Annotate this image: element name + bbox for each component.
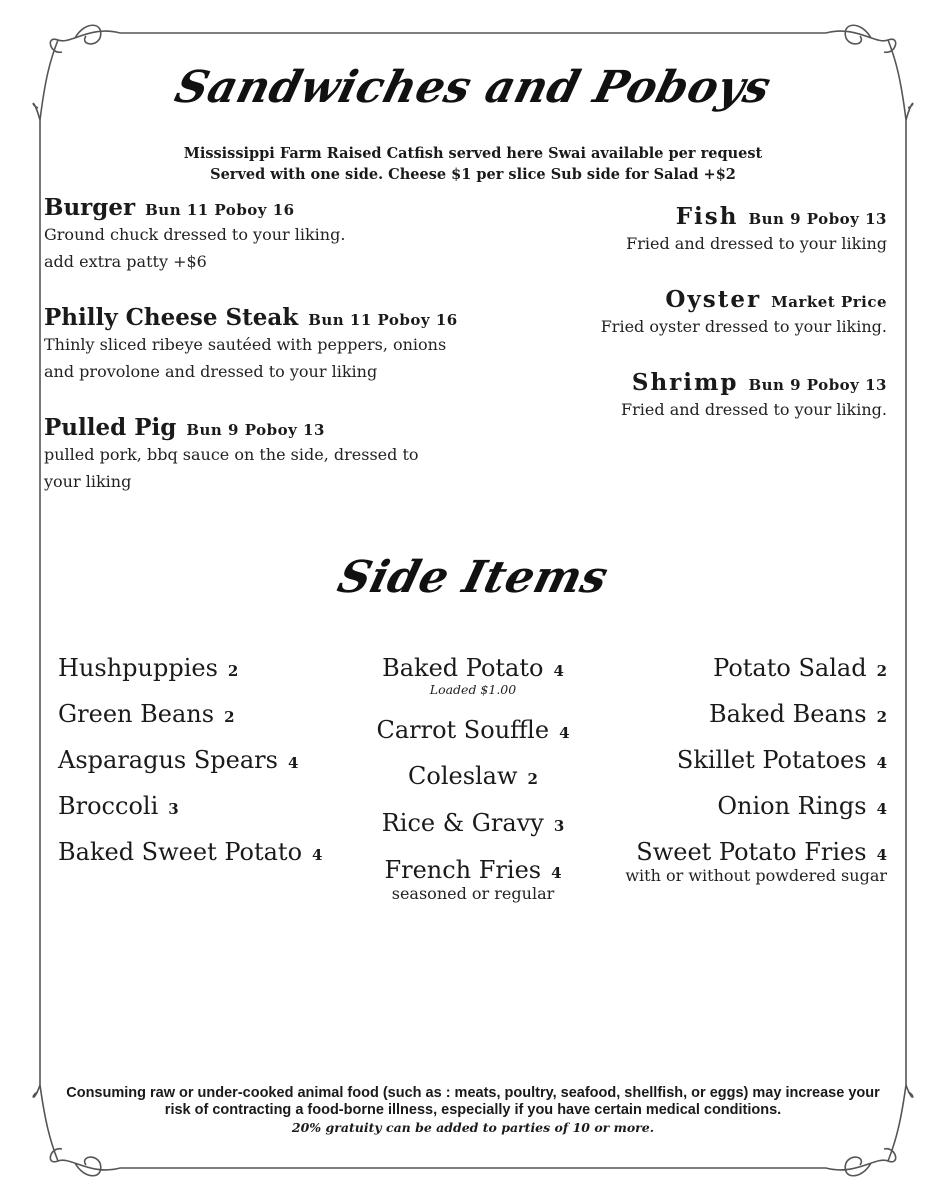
side-note: seasoned or regular <box>391 884 555 903</box>
side-name: Green Beans <box>58 700 215 728</box>
side-item <box>58 792 358 838</box>
side-price: 3 <box>168 800 179 818</box>
item-name: Shrimp <box>631 369 739 396</box>
side-item <box>58 700 358 746</box>
menu-item-pulled-pig <box>44 414 484 495</box>
item-description: add extra patty +$6 <box>44 252 207 271</box>
intro-line-2: Served with one side. Cheese $1 per slice Sub side for Salad +$2 <box>210 166 736 183</box>
item-price: Bun 11 Poboy 16 <box>308 311 458 329</box>
side-note: with or without powdered sugar <box>625 866 887 885</box>
side-name: Potato Salad <box>713 654 867 682</box>
side-name: Broccoli <box>58 792 159 820</box>
side-name: Hushpuppies <box>58 654 218 682</box>
menu-item-burger <box>44 194 484 275</box>
item-name: Fish <box>675 203 739 230</box>
sides-column-right <box>567 654 887 885</box>
item-name: Oyster <box>665 286 762 313</box>
side-price: 4 <box>876 846 887 864</box>
item-description: Ground chuck dressed to your liking. <box>44 225 346 244</box>
menu-item-shrimp <box>557 369 887 423</box>
side-name: Baked Sweet Potato <box>58 838 303 866</box>
item-name: Burger <box>44 194 136 221</box>
section-title-sandwiches: Sandwiches and Poboys <box>169 62 776 113</box>
health-disclaimer <box>40 1085 906 1136</box>
side-price: 4 <box>876 754 887 772</box>
item-description: and provolone and dressed to your liking <box>44 362 378 381</box>
side-item <box>567 792 887 838</box>
item-price: Bun 9 Poboy 13 <box>748 376 887 394</box>
item-description: Thinly sliced ribeye sautéed with peppers, onions <box>44 335 447 354</box>
side-name: Rice & Gravy <box>381 809 544 837</box>
side-name: French Fries <box>384 856 542 884</box>
side-price: 2 <box>527 770 538 788</box>
gratuity-note: 20% gratuity can be added to parties of 10 or more. <box>291 1120 655 1135</box>
disclaimer-line-2: risk of contracting a food-borne illness, especially if you have certain medical conditions. <box>164 1102 782 1118</box>
side-price: 2 <box>876 662 887 680</box>
item-description: Fried and dressed to your liking <box>626 234 887 253</box>
side-name: Asparagus Spears <box>58 746 278 774</box>
side-name: Skillet Potatoes <box>676 746 867 774</box>
side-name: Coleslaw <box>408 762 518 790</box>
item-price: Bun 11 Poboy 16 <box>145 201 295 219</box>
side-name: Onion Rings <box>717 792 867 820</box>
item-description: pulled pork, bbq sauce on the side, dressed to <box>44 445 419 464</box>
side-price: 4 <box>559 724 570 742</box>
menu-item-fish <box>557 203 887 257</box>
side-name: Carrot Souffle <box>376 716 550 744</box>
item-name: Philly Cheese Steak <box>44 304 299 331</box>
side-price: 2 <box>876 708 887 726</box>
item-description: Fried oyster dressed to your liking. <box>600 317 887 336</box>
disclaimer-line-1: Consuming raw or under-cooked animal food (such as : meats, poultry, seafood, shellfish, or eggs) may increase your <box>66 1085 880 1101</box>
side-item <box>58 746 358 792</box>
side-price: 4 <box>876 800 887 818</box>
side-item <box>567 654 887 700</box>
item-name: Pulled Pig <box>44 414 177 441</box>
side-item <box>567 746 887 792</box>
menu-item-oyster <box>557 286 887 340</box>
intro-line-1: Mississippi Farm Raised Catfish served here Swai available per request <box>183 145 763 162</box>
menu-item-philly <box>44 304 514 385</box>
side-price: 3 <box>553 817 565 835</box>
side-price: 4 <box>551 864 562 882</box>
item-price: Bun 9 Poboy 13 <box>748 210 887 228</box>
section-title-sides: Side Items <box>332 552 614 603</box>
side-name: Baked Potato <box>382 654 544 682</box>
item-price: Bun 9 Poboy 13 <box>186 421 325 439</box>
side-item <box>567 700 887 746</box>
side-name: Baked Beans <box>708 700 867 728</box>
side-price: 4 <box>553 662 564 680</box>
side-note: Loaded $1.00 <box>429 682 517 697</box>
side-item <box>58 838 358 884</box>
side-name: Sweet Potato Fries <box>636 838 867 866</box>
item-price: Market Price <box>771 293 887 311</box>
item-description: Fried and dressed to your liking. <box>621 400 887 419</box>
sides-column-left <box>58 654 358 884</box>
side-item <box>567 838 887 885</box>
side-price: 4 <box>287 754 299 772</box>
item-description: your liking <box>44 472 132 491</box>
side-item <box>58 654 358 700</box>
side-price: 2 <box>224 708 235 726</box>
side-price: 2 <box>227 662 239 680</box>
side-price: 4 <box>312 846 323 864</box>
